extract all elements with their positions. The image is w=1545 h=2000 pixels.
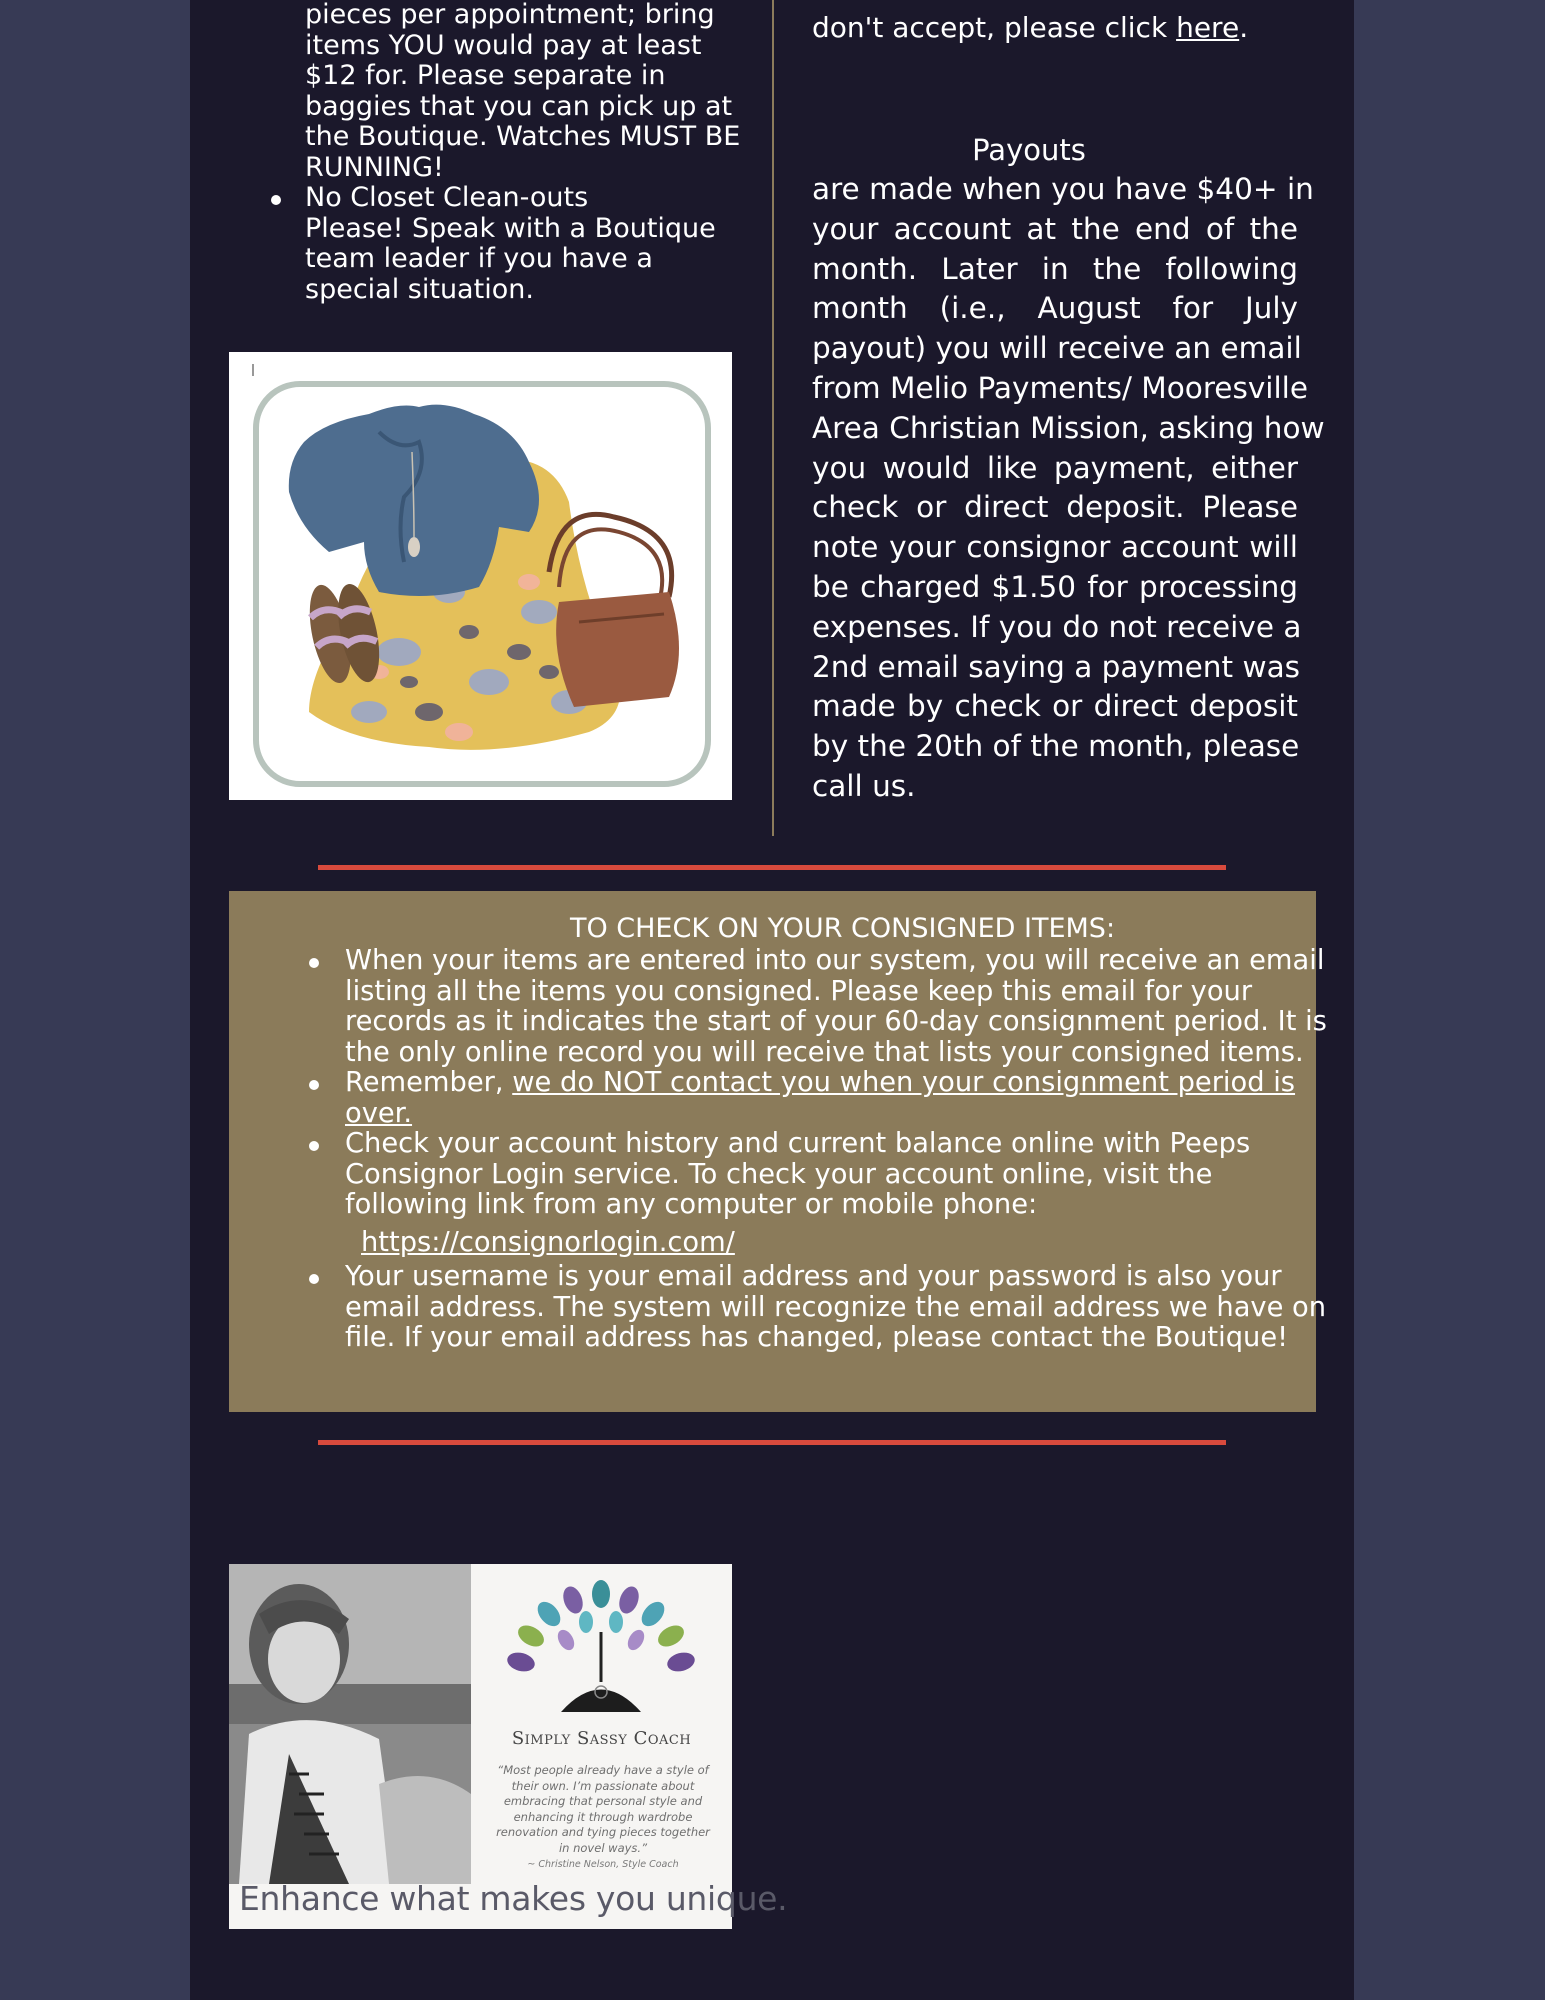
decline-notice (812, 8, 1248, 48)
coach-quote: “Most people already have a style of their own. I’m passionate about embracing that personal style and enhancing it through wardrobe renovation and tying pieces together in novel ways.” (496, 1763, 710, 1855)
coach-brand-name: Simply Sassy Coach (511, 1728, 692, 1749)
list-item-line: records as it indicates the start of your 60-day consignment period. It is (345, 1006, 1327, 1037)
punctuation: . (1239, 11, 1249, 44)
paragraph-line: note your consignor account will (812, 530, 1298, 565)
list-item (271, 0, 741, 183)
paragraph-line: you would like payment, either (812, 450, 1298, 485)
paragraph-line: 2nd email saying a payment was (812, 649, 1301, 684)
list-item-line: Consignor Login service. To check your account online, visit the (345, 1158, 1213, 1190)
consignor-login-link[interactable]: https://consignorlogin.com/ (361, 1226, 735, 1258)
style-coach-ad (229, 1564, 788, 1929)
list-item-closet-cleanouts (271, 183, 741, 305)
payouts-paragraph (812, 170, 1325, 807)
list-item-line: Your username is your email address and your password is also your (345, 1261, 1282, 1292)
paragraph-line: made by check or direct deposit (812, 689, 1298, 724)
list-item-line: baggies that you can pick up at (305, 90, 733, 122)
list-item-text: Remember, (345, 1067, 513, 1098)
list-item-line: the only online record you will receive that lists your consigned items. (345, 1036, 1304, 1068)
list-item-line: following link from any computer or mobile phone: (345, 1189, 1038, 1220)
paragraph-line: from Melio Payments/ Mooresville (812, 370, 1309, 405)
payouts-heading: Payouts (972, 133, 1086, 167)
paragraph-line: Area Christian Mission, asking how (812, 410, 1325, 445)
coach-tagline: Enhance what makes you unique. (239, 1879, 788, 1918)
list-item (309, 1261, 1327, 1354)
guidelines-list (271, 0, 741, 305)
paragraph-line: call us. (812, 768, 916, 803)
coach-portrait-photo (229, 1564, 471, 1884)
list-item-line: pieces per appointment; bring (305, 0, 715, 30)
here-link[interactable]: here (1176, 11, 1240, 44)
list-item-line: team leader if you have a (305, 243, 653, 274)
list-item-line: When your items are entered into our system, you will receive an email (345, 945, 1325, 976)
outfit-illustration (229, 352, 732, 800)
list-item-line: $12 for. Please separate in (305, 60, 666, 91)
paragraph-line: check or direct deposit. Please (812, 490, 1298, 525)
list-item (309, 1129, 1259, 1258)
section-divider-top (318, 865, 1226, 870)
newsletter-page (190, 0, 1354, 2000)
consigned-items-box (229, 891, 1327, 1412)
list-item-line: email address. The system will recognize the email address we have on (345, 1291, 1327, 1323)
peacock-logo-icon (491, 1572, 711, 1722)
list-item-line: RUNNING! (305, 151, 444, 183)
consigned-items-list (309, 945, 1327, 1354)
consigned-items-heading: TO CHECK ON YOUR CONSIGNED ITEMS: (569, 913, 1116, 944)
paragraph-line: are made when you have $40+ in (812, 172, 1314, 206)
list-item-line: No Closet Clean-outs (305, 182, 589, 213)
emphasis-text: we do NOT contact you when your consignment period is (512, 1067, 1296, 1098)
list-item-line: Please! Speak with a Boutique (305, 212, 716, 244)
list-item-line: Check your account history and current balance online with Peeps (345, 1128, 1251, 1159)
paragraph-line: by the 20th of the month, please (812, 729, 1300, 764)
coach-signature: ~ Christine Nelson, Style Coach (527, 1859, 679, 1870)
list-item-line: special situation. (305, 273, 534, 305)
outfit-photo (229, 352, 732, 800)
list-item-line: the Boutique. Watches MUST BE (305, 121, 741, 152)
paragraph-line: expenses. If you do not receive a (812, 609, 1302, 644)
paragraph-line: be charged $1.50 for processing (812, 569, 1298, 604)
paragraph-line: month (i.e., August for July (812, 291, 1298, 326)
column-divider (772, 0, 774, 836)
emphasis-text: over. (345, 1097, 413, 1129)
list-item-line: items YOU would pay at least (305, 29, 702, 61)
section-divider-bottom (318, 1440, 1226, 1445)
paragraph-line: your account at the end of the (812, 211, 1298, 246)
list-item-line: file. If your email address has changed, please contact the Boutique! (345, 1322, 1289, 1353)
list-item (309, 1067, 1296, 1129)
decline-notice-text: don't accept, please click (812, 11, 1168, 44)
list-item-line: listing all the items you consigned. Please keep this email for your (345, 975, 1253, 1007)
paragraph-line: payout) you will receive an email (812, 331, 1302, 366)
list-item (309, 945, 1327, 1068)
paragraph-line: month. Later in the following (812, 251, 1298, 286)
